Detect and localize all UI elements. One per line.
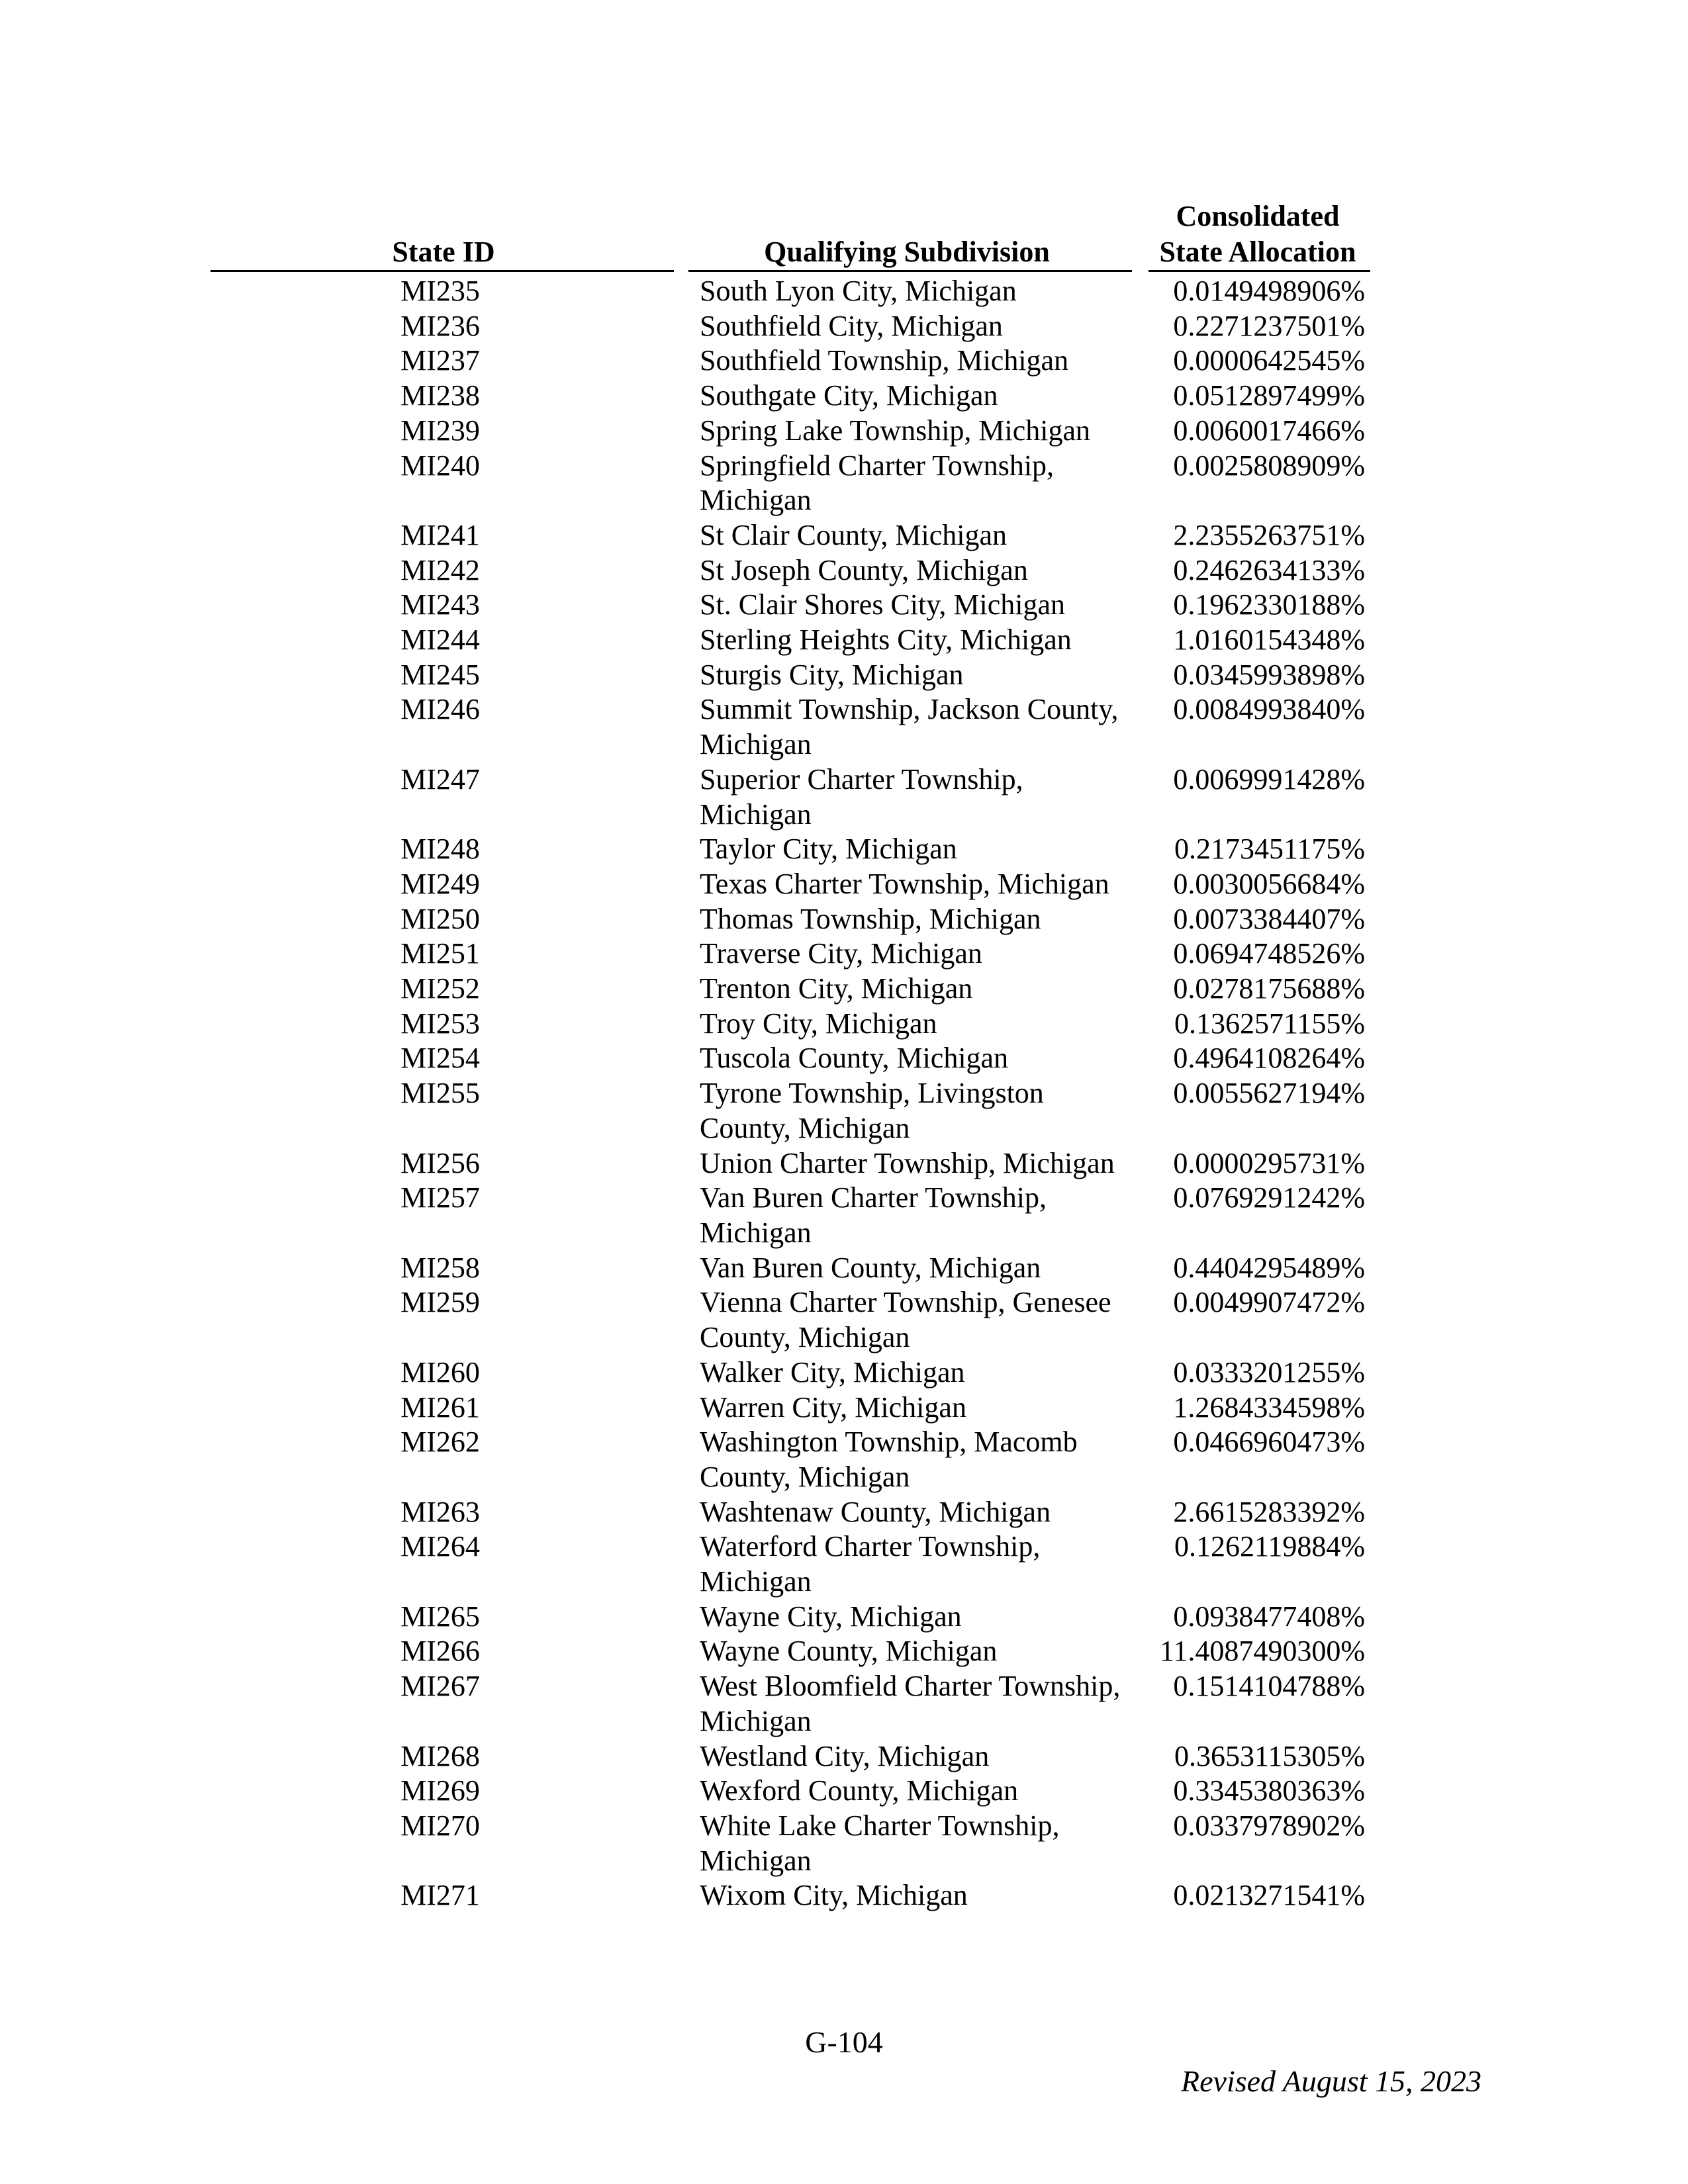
- allocation-cell: 0.4404295489%: [1173, 1251, 1365, 1284]
- state-id-cell: MI246: [400, 693, 480, 726]
- allocation-cell: 0.1262119884%: [1174, 1530, 1365, 1563]
- column-header-allocation-line1: Consolidated: [1176, 200, 1340, 232]
- subdivision-cell: Walker City, Michigan: [700, 1355, 965, 1388]
- subdivision-cell: Van Buren County, Michigan: [700, 1251, 1041, 1284]
- subdivision-cell: Spring Lake Township, Michigan: [700, 414, 1091, 447]
- subdivision-cell: Washington Township, Macomb County, Michigan: [700, 1426, 1078, 1493]
- state-id-cell: MI269: [400, 1774, 480, 1807]
- table-row: [0, 1809, 1688, 1878]
- subdivision-cell: Taylor City, Michigan: [700, 833, 957, 866]
- subdivision-cell: Thomas Township, Michigan: [700, 902, 1041, 935]
- subdivision-cell: West Bloomfield Charter Township, Michigan: [700, 1670, 1121, 1737]
- table-row: [0, 1669, 1688, 1739]
- subdivision-cell: St Clair County, Michigan: [700, 518, 1008, 551]
- allocation-cell: 0.0025808909%: [1173, 449, 1365, 482]
- state-id-cell: MI262: [400, 1426, 480, 1459]
- subdivision-cell: Sterling Heights City, Michigan: [700, 623, 1072, 657]
- table-row: [0, 972, 1688, 1007]
- allocation-cell: 0.1514104788%: [1173, 1670, 1365, 1703]
- table-row: [0, 1495, 1688, 1530]
- table-row: [0, 309, 1688, 344]
- allocation-cell: 0.0278175688%: [1173, 972, 1365, 1005]
- subdivision-cell: Southfield Township, Michigan: [700, 344, 1069, 377]
- subdivision-cell: Wayne City, Michigan: [700, 1600, 962, 1633]
- state-id-cell: MI242: [400, 553, 480, 586]
- page-number: G-104: [805, 2025, 883, 2059]
- allocation-cell: 0.0769291242%: [1173, 1181, 1365, 1214]
- state-id-cell: MI252: [400, 972, 480, 1005]
- allocation-cell: 0.0069991428%: [1173, 762, 1365, 796]
- table-row: [0, 1529, 1688, 1599]
- state-id-cell: MI266: [400, 1635, 480, 1668]
- state-id-cell: MI260: [400, 1355, 480, 1388]
- subdivision-cell: Westland City, Michigan: [700, 1739, 990, 1772]
- state-id-cell: MI259: [400, 1286, 480, 1319]
- subdivision-cell: Trenton City, Michigan: [700, 972, 973, 1005]
- state-id-cell: MI270: [400, 1809, 480, 1842]
- subdivision-cell: Tyrone Township, Livingston County, Michigan: [700, 1077, 1044, 1144]
- allocation-cell: 0.4964108264%: [1173, 1042, 1365, 1075]
- state-id-cell: MI247: [400, 762, 480, 796]
- state-id-cell: MI265: [400, 1600, 480, 1633]
- allocation-cell: 0.0030056684%: [1173, 867, 1365, 900]
- allocation-cell: 0.0073384407%: [1173, 902, 1365, 935]
- column-header-state-id: State ID: [392, 236, 495, 268]
- subdivision-cell: Springfield Charter Township, Michigan: [700, 449, 1055, 517]
- allocation-cell: 0.2462634133%: [1173, 553, 1365, 586]
- allocation-cell: 0.0345993898%: [1173, 658, 1365, 691]
- subdivision-cell: St Joseph County, Michigan: [700, 553, 1028, 586]
- subdivision-cell: Wexford County, Michigan: [700, 1774, 1019, 1807]
- table-row: [0, 1146, 1688, 1181]
- state-id-cell: MI264: [400, 1530, 480, 1563]
- allocation-cell: 0.1962330188%: [1173, 588, 1365, 621]
- allocation-cell: 11.4087490300%: [1159, 1635, 1365, 1668]
- state-id-cell: MI253: [400, 1007, 480, 1040]
- state-id-cell: MI258: [400, 1251, 480, 1284]
- table-row: [0, 902, 1688, 937]
- allocation-cell: 0.0055627194%: [1173, 1077, 1365, 1110]
- state-id-cell: MI251: [400, 937, 480, 970]
- state-id-cell: MI254: [400, 1042, 480, 1075]
- subdivision-cell: Sturgis City, Michigan: [700, 658, 964, 691]
- table-row: [0, 762, 1688, 832]
- subdivision-cell: Warren City, Michigan: [700, 1390, 966, 1424]
- allocation-cell: 0.0512897499%: [1173, 379, 1365, 412]
- revision-date: Revised August 15, 2023: [1181, 2064, 1481, 2098]
- table-row: [0, 658, 1688, 693]
- allocation-cell: 0.0466960473%: [1173, 1426, 1365, 1459]
- table-row: [0, 1251, 1688, 1286]
- state-id-cell: MI237: [400, 344, 480, 377]
- allocation-cell: 0.0333201255%: [1173, 1355, 1365, 1388]
- table-row: [0, 343, 1688, 379]
- subdivision-cell: South Lyon City, Michigan: [700, 275, 1017, 307]
- state-id-cell: MI239: [400, 414, 480, 447]
- state-id-cell: MI256: [400, 1146, 480, 1179]
- column-header-consolidated-state-allocation: [1145, 199, 1370, 270]
- table-row: [0, 623, 1688, 658]
- allocation-cell: 0.0213271541%: [1173, 1879, 1365, 1912]
- state-id-cell: MI255: [400, 1077, 480, 1110]
- table-row: [0, 414, 1688, 449]
- state-id-cell: MI263: [400, 1495, 480, 1528]
- allocation-cell: 2.2355263751%: [1173, 518, 1365, 551]
- table-row: [0, 1007, 1688, 1042]
- subdivision-cell: Texas Charter Township, Michigan: [700, 867, 1109, 900]
- table-row: [0, 1041, 1688, 1076]
- table-row: [0, 1634, 1688, 1669]
- allocation-cell: 0.3653115305%: [1174, 1739, 1365, 1772]
- table-row: [0, 1390, 1688, 1426]
- subdivision-cell: Traverse City, Michigan: [700, 937, 982, 970]
- column-header-qualifying-subdivision: Qualifying Subdivision: [764, 236, 1050, 268]
- table-row: [0, 1076, 1688, 1146]
- subdivision-cell: Wixom City, Michigan: [700, 1879, 968, 1912]
- allocation-cell: 0.0149498906%: [1173, 275, 1365, 307]
- table-row: [0, 692, 1688, 762]
- table-row: [0, 867, 1688, 902]
- table-row: [0, 1285, 1688, 1355]
- state-id-cell: MI244: [400, 623, 480, 657]
- state-id-cell: MI248: [400, 833, 480, 866]
- allocation-cell: 1.0160154348%: [1173, 623, 1365, 657]
- allocation-cell: 0.0694748526%: [1173, 937, 1365, 970]
- allocation-cell: 0.0337978902%: [1173, 1809, 1365, 1842]
- subdivision-cell: Van Buren Charter Township, Michigan: [700, 1181, 1047, 1249]
- state-id-cell: MI243: [400, 588, 480, 621]
- table-row: [0, 1739, 1688, 1774]
- state-id-cell: MI240: [400, 449, 480, 482]
- subdivision-cell: Washtenaw County, Michigan: [700, 1495, 1051, 1528]
- state-id-cell: MI257: [400, 1181, 480, 1214]
- allocation-cell: 0.1362571155%: [1174, 1007, 1365, 1040]
- allocation-cell: 0.0049907472%: [1173, 1286, 1365, 1319]
- state-id-cell: MI267: [400, 1670, 480, 1703]
- subdivision-cell: Summit Township, Jackson County, Michigan: [700, 693, 1119, 761]
- state-id-cell: MI245: [400, 658, 480, 691]
- subdivision-cell: Union Charter Township, Michigan: [700, 1146, 1115, 1179]
- allocation-cell: 0.0084993840%: [1173, 693, 1365, 726]
- subdivision-cell: Troy City, Michigan: [700, 1007, 937, 1040]
- table-row: [0, 1878, 1688, 1913]
- table-row: [0, 1600, 1688, 1635]
- subdivision-cell: Waterford Charter Township, Michigan: [700, 1530, 1041, 1598]
- table-row: [0, 1355, 1688, 1390]
- table-row: [0, 1425, 1688, 1494]
- allocation-cell: 0.0000295731%: [1173, 1146, 1365, 1179]
- state-id-cell: MI235: [400, 275, 480, 307]
- allocation-cell: 0.2173451175%: [1174, 833, 1365, 866]
- state-id-cell: MI250: [400, 902, 480, 935]
- allocation-table-body: [0, 274, 1688, 1913]
- subdivision-cell: Southgate City, Michigan: [700, 379, 998, 412]
- column-header-allocation-line2: State Allocation: [1159, 236, 1356, 268]
- table-row: [0, 832, 1688, 867]
- state-id-cell: MI241: [400, 518, 480, 551]
- allocation-cell: 0.2271237501%: [1173, 309, 1365, 342]
- allocation-cell: 2.6615283392%: [1173, 1495, 1365, 1528]
- subdivision-cell: Superior Charter Township, Michigan: [700, 762, 1023, 831]
- subdivision-cell: Tuscola County, Michigan: [700, 1042, 1009, 1075]
- table-row: [0, 1181, 1688, 1250]
- subdivision-cell: White Lake Charter Township, Michigan: [700, 1809, 1060, 1877]
- subdivision-cell: Southfield City, Michigan: [700, 309, 1003, 342]
- subdivision-cell: Vienna Charter Township, Genesee County, Michigan: [700, 1286, 1111, 1354]
- header-rule-subdivision: [688, 270, 1132, 272]
- table-row: [0, 274, 1688, 309]
- state-id-cell: MI238: [400, 379, 480, 412]
- allocation-cell: 0.3345380363%: [1173, 1774, 1365, 1807]
- header-rule-state-id: [211, 270, 674, 272]
- header-rule-allocation: [1149, 270, 1370, 272]
- allocation-cell: 1.2684334598%: [1173, 1390, 1365, 1424]
- allocation-cell: 0.0060017466%: [1173, 414, 1365, 447]
- state-id-cell: MI236: [400, 309, 480, 342]
- table-row: [0, 379, 1688, 414]
- table-row: [0, 553, 1688, 588]
- state-id-cell: MI261: [400, 1390, 480, 1424]
- subdivision-cell: Wayne County, Michigan: [700, 1635, 998, 1668]
- table-row: [0, 588, 1688, 623]
- table-row: [0, 518, 1688, 553]
- table-row: [0, 936, 1688, 972]
- table-row: [0, 1774, 1688, 1809]
- allocation-cell: 0.0938477408%: [1173, 1600, 1365, 1633]
- state-id-cell: MI249: [400, 867, 480, 900]
- allocation-cell: 0.0000642545%: [1173, 344, 1365, 377]
- table-row: [0, 449, 1688, 518]
- state-id-cell: MI271: [400, 1879, 480, 1912]
- subdivision-cell: St. Clair Shores City, Michigan: [700, 588, 1066, 621]
- state-id-cell: MI268: [400, 1739, 480, 1772]
